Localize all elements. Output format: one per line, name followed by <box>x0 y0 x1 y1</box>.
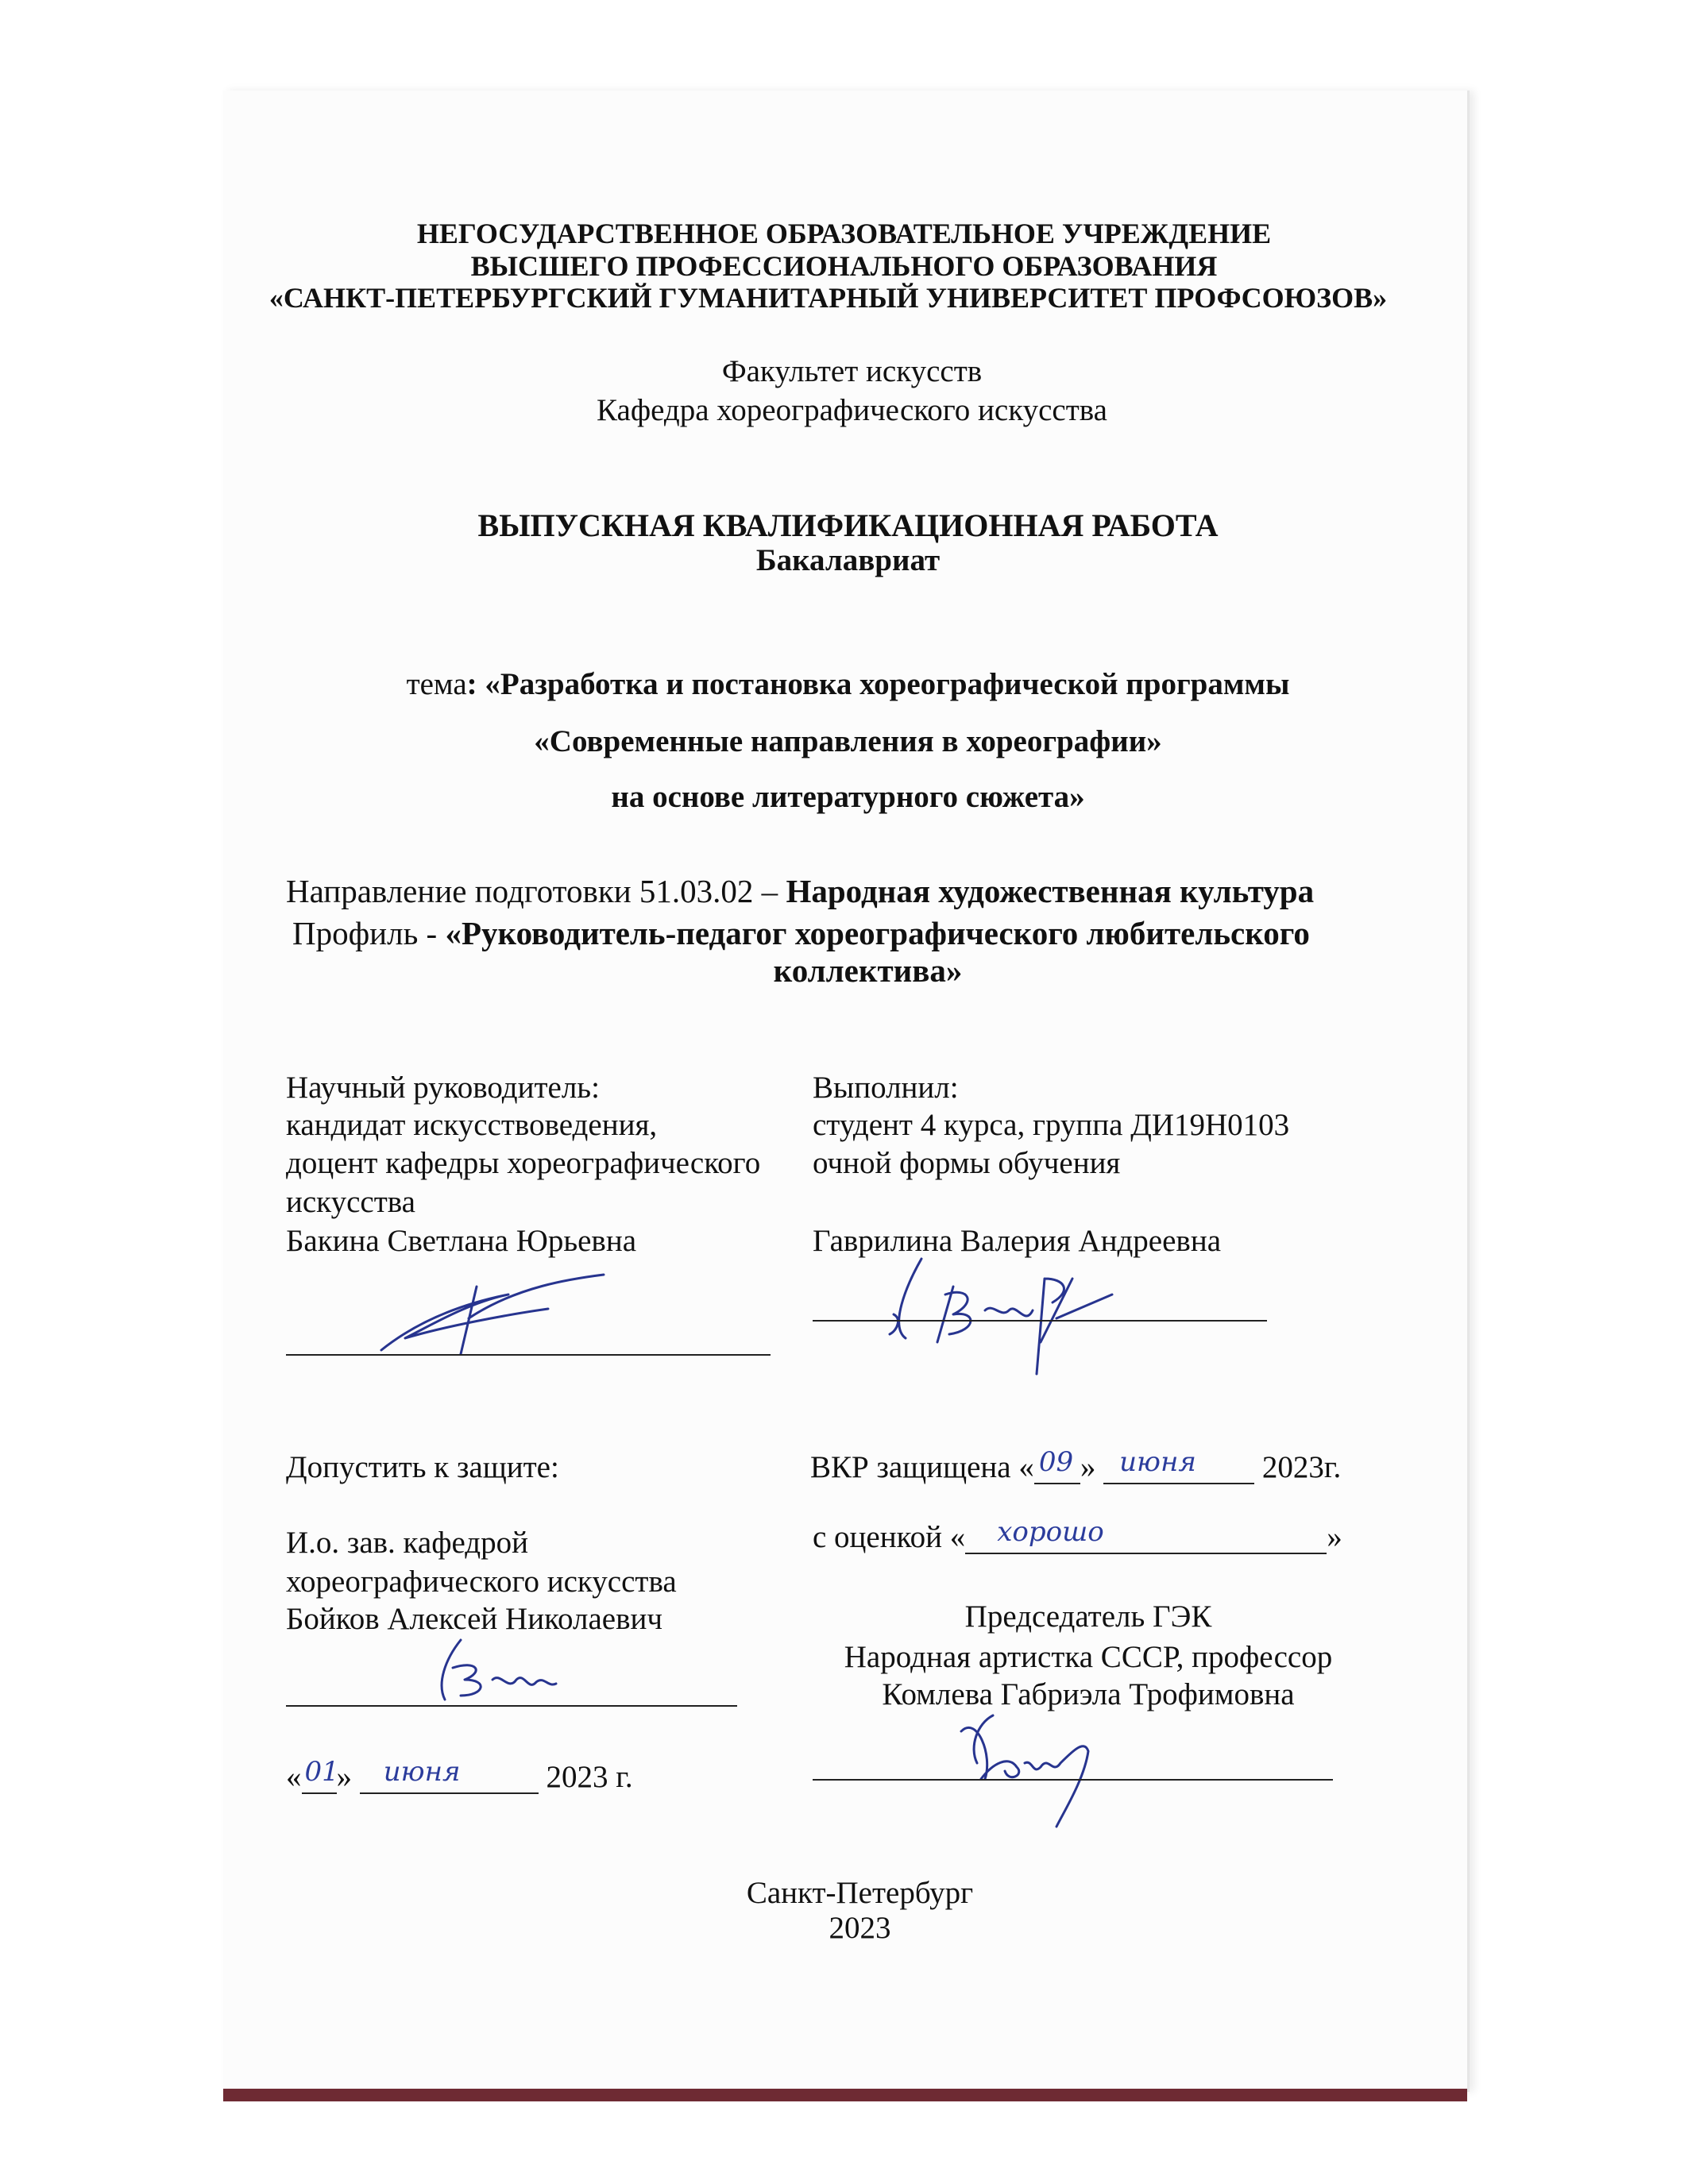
student-signature-line <box>813 1320 1267 1322</box>
grade-value: хорошо <box>997 1516 1104 1548</box>
admission-label: Допустить к защите: <box>286 1450 559 1484</box>
binding-cover-edge <box>223 2089 1467 2101</box>
student-course-group: студент 4 курса, группа ДИ19Н0103 <box>813 1108 1290 1142</box>
direction-label: Направление подготовки 51.03.02 – <box>286 873 786 909</box>
topic-title-start: : «Разработка и постановка хореографической программы <box>466 667 1290 701</box>
supervisor-degree: кандидат искусствоведения, <box>286 1108 658 1142</box>
supervisor-label: Научный руководитель: <box>286 1071 600 1105</box>
defense-label: ВКР защищена « <box>810 1450 1034 1484</box>
defense-year: 2023г. <box>1261 1450 1342 1484</box>
supervisor-name: Бакина Светлана Юрьевна <box>286 1224 637 1258</box>
admission-date-open: « <box>286 1760 302 1794</box>
student-study-form: очной формы обучения <box>813 1146 1121 1180</box>
institution-line-2: ВЫСШЕГО ПРОФЕССИОНАЛЬНОГО ОБРАЗОВАНИЯ <box>470 250 1218 282</box>
chair-title: Народная артистка СССР, профессор <box>844 1640 1333 1674</box>
defense-grade <box>813 1516 1342 1554</box>
chair-name: Комлева Габриэла Трофимовна <box>882 1677 1295 1711</box>
profile <box>292 917 1310 950</box>
admission-month: июня <box>383 1756 461 1788</box>
student-signature <box>874 1255 1160 1382</box>
supervisor-signature <box>373 1271 612 1358</box>
admission-day: 01 <box>304 1756 339 1788</box>
chair-label: Председатель ГЭК <box>964 1599 1212 1634</box>
admission-date <box>286 1756 633 1794</box>
direction-value: Народная художественная культура <box>786 873 1315 909</box>
head-name: Бойков Алексей Николаевич <box>286 1602 662 1636</box>
topic-line-2: «Современные направления в хореографии» <box>534 724 1162 758</box>
city: Санкт-Петербург <box>746 1876 974 1910</box>
degree: Бакалавриат <box>755 543 941 577</box>
defense-date <box>810 1446 1342 1484</box>
chair-signature-line <box>813 1779 1333 1781</box>
grade-close: » <box>1327 1520 1342 1554</box>
topic-line-1 <box>4 669 1688 700</box>
admission-year: 2023 г. <box>546 1760 633 1794</box>
head-signature-line <box>286 1705 737 1707</box>
defense-day: 09 <box>1038 1446 1074 1478</box>
head-signature <box>429 1636 572 1707</box>
institution-name: «САНКТ-ПЕТЕРБУРГСКИЙ ГУМАНИТАРНЫЙ УНИВЕРСИТЕТ ПРОФСОЮЗОВ» <box>268 282 1388 314</box>
supervisor-position: доцент кафедры хореографического <box>286 1146 761 1180</box>
faculty: Факультет искусств <box>721 354 983 388</box>
supervisor-position-cont: искусства <box>286 1185 415 1219</box>
direction <box>286 875 1314 908</box>
profile-label: Профиль - <box>292 915 446 951</box>
student-label: Выполнил: <box>813 1071 959 1105</box>
topic-prefix: тема <box>406 667 467 701</box>
head-position: И.о. зав. кафедрой <box>286 1526 528 1560</box>
institution-line-1: НЕГОСУДАРСТВЕННОЕ ОБРАЗОВАТЕЛЬНОЕ УЧРЕЖДЕНИЕ <box>416 218 1272 249</box>
department: Кафедра хореографического искусства <box>597 393 1107 427</box>
grade-label: с оценкой « <box>813 1520 966 1554</box>
supervisor-signature-line <box>286 1354 771 1356</box>
work-type: ВЫПУСКНАЯ КВАЛИФИКАЦИОННАЯ РАБОТА <box>477 507 1219 543</box>
student-name: Гаврилина Валерия Андреевна <box>813 1224 1222 1258</box>
defense-month: июня <box>1119 1446 1196 1478</box>
year: 2023 <box>829 1911 891 1945</box>
defense-date-close: » <box>1080 1450 1096 1484</box>
chair-signature <box>945 1707 1136 1835</box>
admission-date-close: » <box>336 1760 352 1794</box>
topic-line-3: на основе литературного сюжета» <box>611 780 1085 814</box>
profile-value-cont: коллектива» <box>773 952 963 989</box>
profile-value: «Руководитель-педагог хореографического любительского <box>445 915 1310 951</box>
head-department: хореографического искусства <box>286 1565 677 1599</box>
